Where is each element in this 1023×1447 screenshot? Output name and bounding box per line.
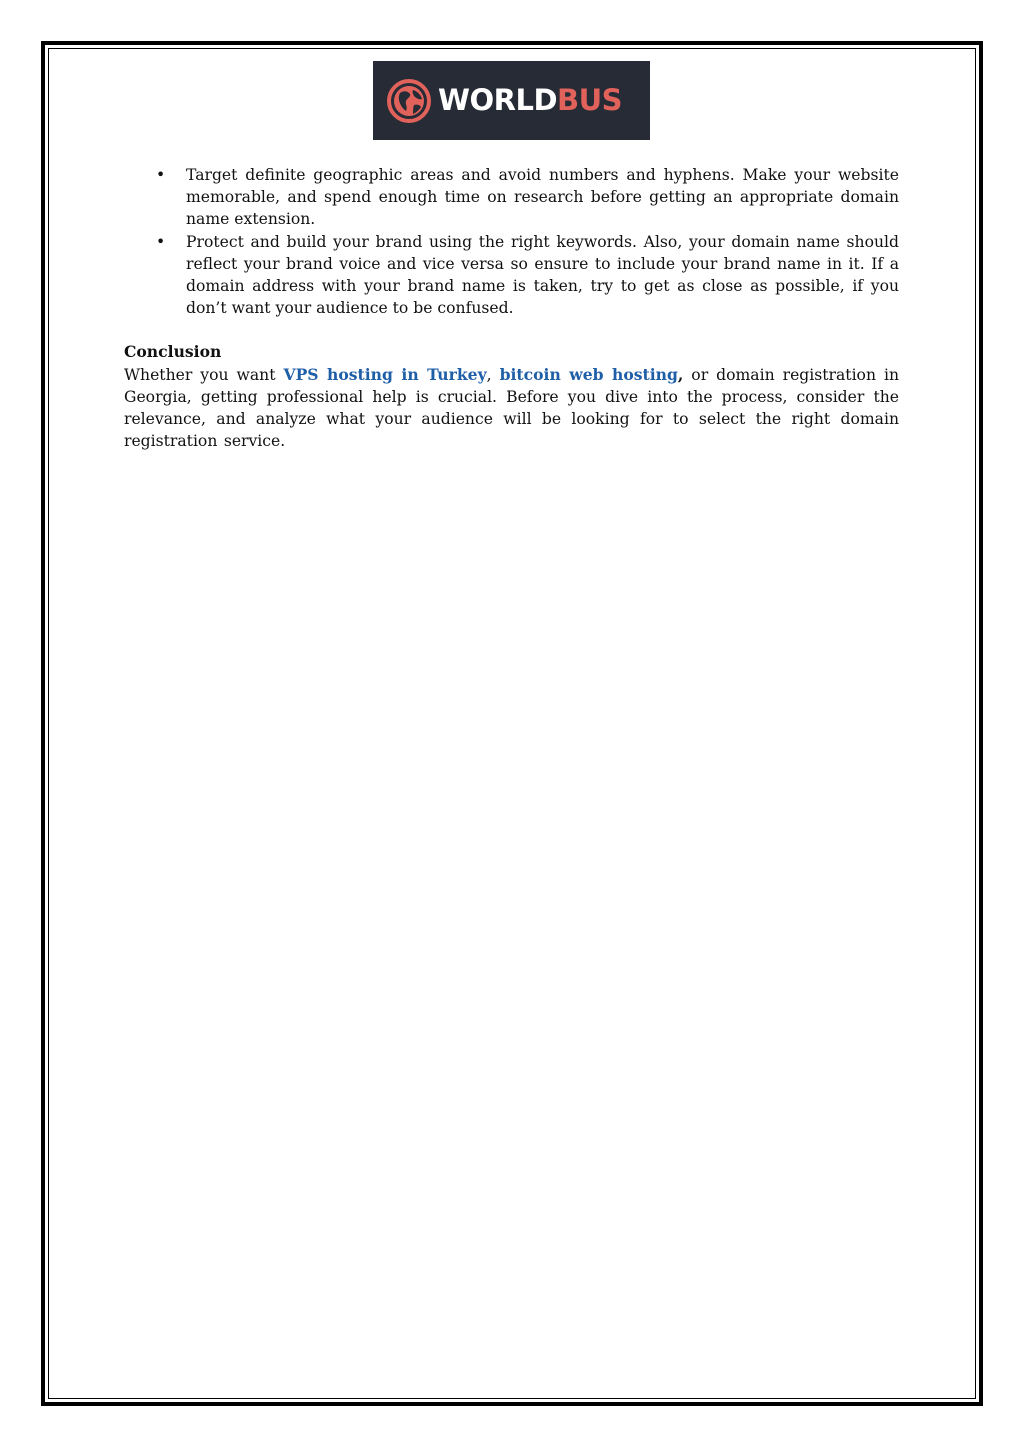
separator: ,: [486, 365, 500, 384]
paragraph-rest: or domain registration in Georgia, getting professional help is crucial. Before you dive into the process, consider the relevance, and analyze what your audience will be looking for to select the right domain registration service.: [124, 365, 900, 451]
section-heading: Conclusion: [124, 342, 222, 362]
bullet-marker: •: [156, 232, 166, 251]
conclusion-paragraph: [124, 364, 899, 453]
list-item: [124, 231, 899, 320]
logo-word-world: WORLD: [438, 83, 558, 117]
list-item-text: Protect and build your brand using the right keywords. Also, your domain name should reflect your brand voice and vice versa so ensure to include your brand name in it. If a domain address with your brand name is taken, try to get as close as possible, if you don’t want your audience to be confused.: [186, 232, 899, 318]
separator: ,: [677, 364, 684, 384]
list-item: [124, 164, 899, 231]
logo-wordmark: [438, 83, 623, 117]
document-body: [124, 164, 899, 452]
bullet-list: [124, 164, 899, 319]
paragraph-spacer: [124, 319, 899, 341]
vps-hosting-link[interactable]: VPS hosting in Turkey: [283, 364, 487, 384]
bitcoin-hosting-link[interactable]: bitcoin web hosting: [499, 364, 678, 384]
logo-word-bus: BUS: [557, 83, 623, 117]
worldbus-logo: [373, 61, 650, 140]
bullet-marker: •: [156, 166, 166, 184]
paragraph-intro: Whether you want: [124, 365, 284, 384]
globe-icon: [386, 78, 432, 124]
list-item-text: Target definite geographic areas and avoid numbers and hyphens. Make your website memorable, and spend enough time on research before getting an appropriate domain name extension.: [186, 166, 899, 229]
